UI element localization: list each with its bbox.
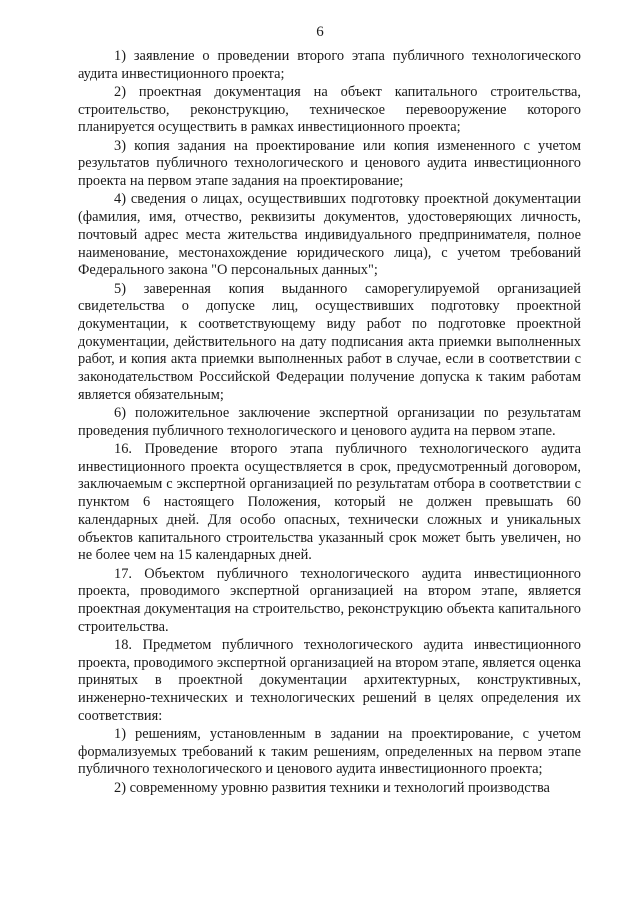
paragraph-item-2: 2) проектная документация на объект капитального строительства, строительство, реконструкцию, техническое перевооружение которого планируется осуществить в рамках инвестиционного проекта; [78,84,581,136]
paragraph-clause-18-item-2: 2) современному уровню развития техники и технологий производства [114,779,550,796]
paragraph-item-1: 1) заявление о проведении второго этапа публичного технологического аудита инвестиционного проекта; [78,48,581,82]
paragraph-item-4: 4) сведения о лицах, осуществивших подготовку проектной документации (фамилия, имя, отчество, реквизиты документов, удостоверяющих личность, почтовый адрес места жительства индивидуального предпринимателя, полное наименование, местонахождение юридического лица), с учетом требований Федерального закона "О персональных данных"; [78,191,581,279]
paragraph-clause-16: 16. Проведение второго этапа публичного технологического аудита инвестиционного проекта осуществляется в срок, предусмотренный договором, заключаемым с экспертной организацией по результатам отбора в соответствии с пунктом 6 настоящего Положения, который не должен превышать 60 календарных дней. Для особо опасных, технически сложных и уникальных объектов капитального строительства указанный срок может быть увеличен, но не более чем на 15 календарных дней. [78,441,581,564]
paragraph-clause-17: 17. Объектом публичного технологического аудита инвестиционного проекта, проводимого экспертной организацией на втором этапе, является проектная документация на строительство, реконструкцию объекта капитального строительства. [78,565,581,635]
paragraph-clause-18: 18. Предметом публичного технологического аудита инвестиционного проекта, проводимого экспертной организацией на втором этапе, является оценка принятых в проектной документации архитектурных, конструктивных, инженерно-технических и технологических решений в целях определения их соответствия: [78,636,581,724]
paragraph-item-3: 3) копия задания на проектирование или копия измененного с учетом результатов публичного технологического и ценового аудита инвестиционного проекта на первом этапе задания на проектирование; [78,137,581,190]
paragraph-clause-18-item-1: 1) решениям, установленным в задании на проектирование, с учетом формализуемых требований к таким решениям, определенных на первом этапе публичного технологического и ценового аудита инвестиционного проекта; [78,726,581,778]
document-body [78,48,581,798]
paragraph-item-5: 5) заверенная копия выданного саморегулируемой организацией свидетельства о допуске лиц, осуществивших подготовку проектной документации, к соответствующему виду работ по подготовке проектной документации, действительного на дату подписания акта приемки выполненных работ, и копия акта приемки выполненных работ в случае, если в соответствии с законодательством Российской Федерации получение допуска к таким работам является обязательным; [78,280,581,403]
page-number: 6 [316,24,324,40]
paragraph-item-6: 6) положительное заключение экспертной организации по результатам проведения публичного технологического и ценового аудита на первом этапе. [78,405,581,439]
